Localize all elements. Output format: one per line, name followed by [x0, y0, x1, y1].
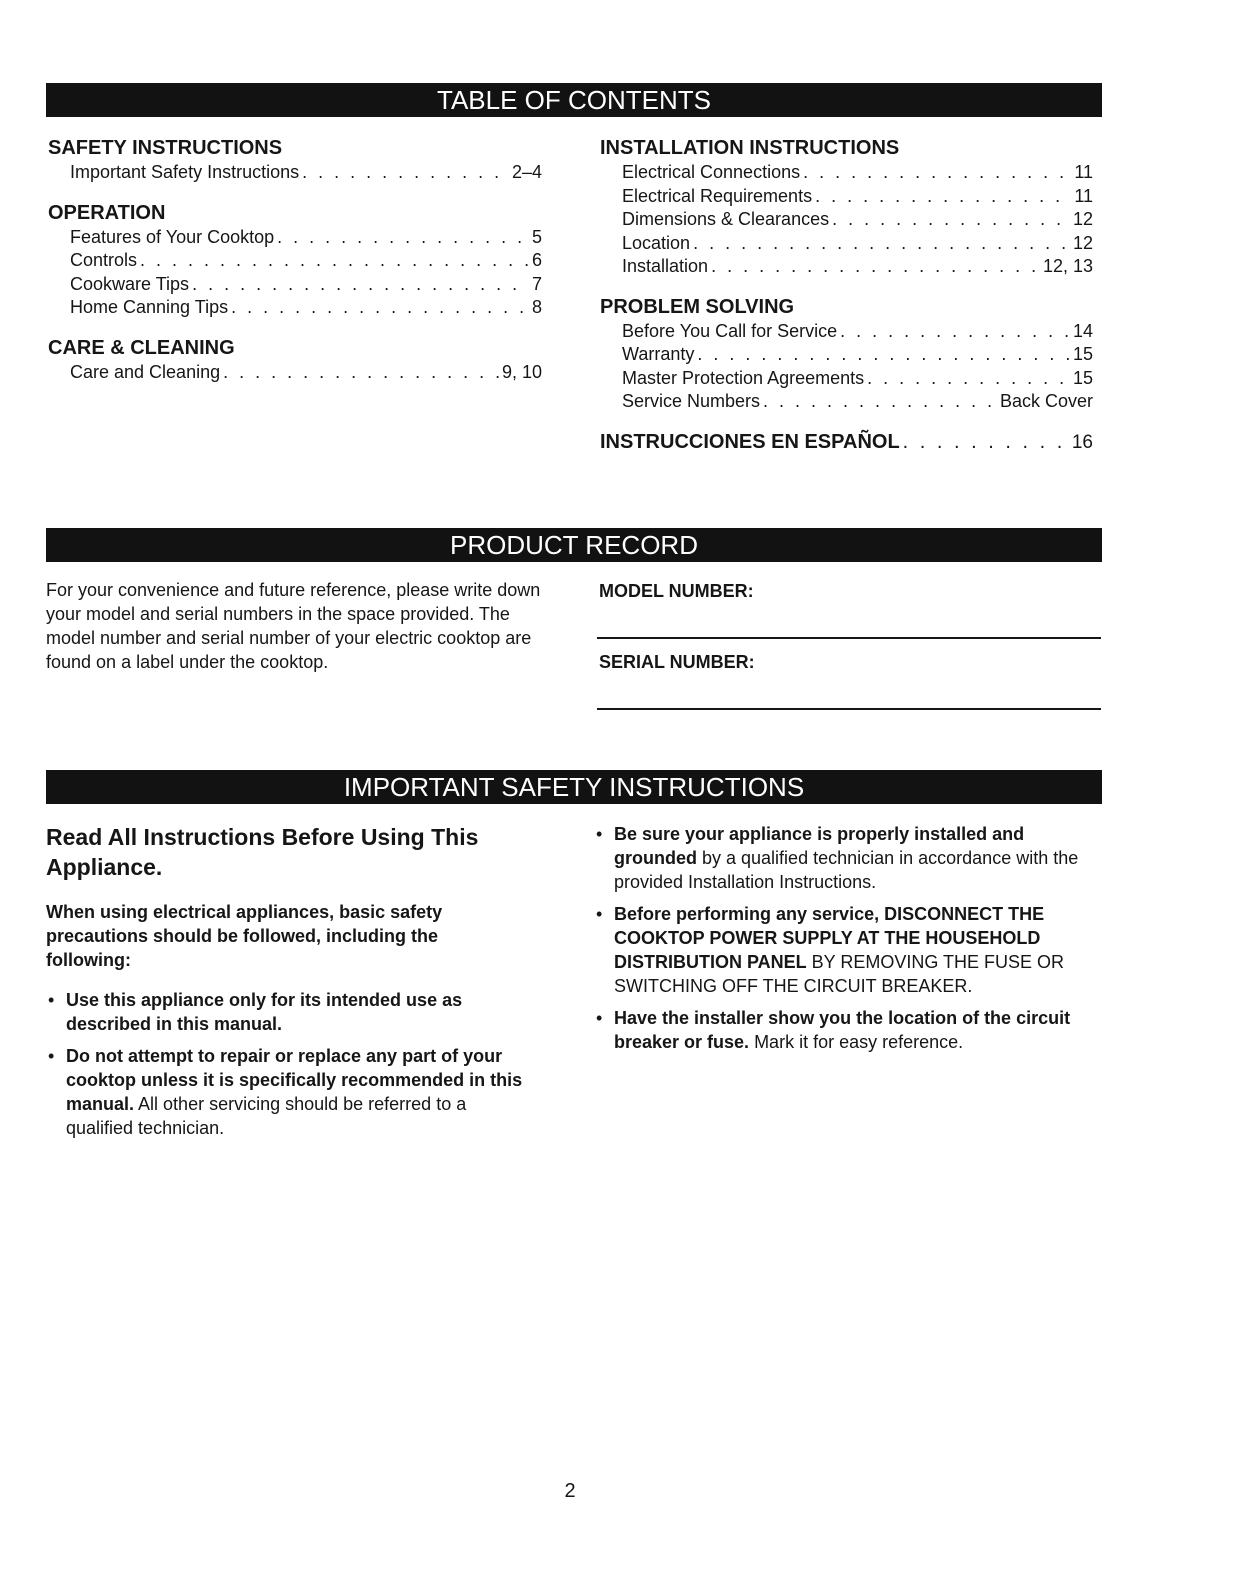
toc-entry-label: Electrical Requirements	[622, 185, 813, 206]
toc-entry-label: Cookware Tips	[70, 273, 190, 294]
toc-entry-page: 14	[1072, 320, 1093, 341]
safety-bullet	[594, 822, 1084, 894]
toc-entry-label: Dimensions & Clearances	[622, 209, 830, 229]
toc-entry	[48, 273, 542, 297]
toc-section	[48, 201, 542, 320]
toc-entry-page: 5	[531, 226, 542, 247]
toc-entry-page: 15	[1072, 367, 1093, 388]
leader-dots	[832, 208, 1070, 232]
safety-banner: IMPORTANT SAFETY INSTRUCTIONS	[46, 770, 1102, 804]
toc-entry-page: 12	[1072, 209, 1093, 229]
bullet-bold-text: Do not attempt to repair or replace any part of your cooktop unless it is specifically recommended in this manual.	[66, 1046, 523, 1114]
leader-dots	[867, 367, 1070, 391]
toc-entry-page: 12	[1072, 232, 1093, 253]
toc-right-column	[600, 136, 1093, 455]
toc-entry	[600, 390, 1093, 414]
leader-dots	[697, 343, 1070, 367]
bullet-bold-text: Use this appliance only for its intended use as described in this manual.	[66, 990, 463, 1034]
toc-entry-label: Service Numbers	[622, 391, 761, 411]
toc-entry-page: 2–4	[511, 162, 542, 182]
toc-section	[48, 336, 542, 385]
leader-dots	[223, 361, 499, 385]
bullet-text: All other servicing should be referred to a qualified technician.	[66, 1094, 467, 1138]
toc-entry	[600, 343, 1093, 367]
leader-dots	[231, 296, 529, 320]
safety-bullet	[46, 988, 536, 1036]
toc-entry	[600, 320, 1093, 344]
toc-left-column	[48, 136, 542, 400]
toc-entry-page: 16	[1071, 431, 1093, 453]
bullet-dot: •	[596, 904, 603, 924]
toc-entry-label: Master Protection Agreements	[622, 367, 865, 388]
toc-heading: INSTRUCCIONES EN ESPAÑOL	[600, 430, 900, 453]
safety-bullet	[594, 902, 1084, 998]
safety-bullet	[46, 1044, 536, 1140]
serial-number-line	[597, 708, 1101, 710]
toc-entry-label: Controls	[70, 250, 138, 270]
toc-banner: TABLE OF CONTENTS	[46, 83, 1102, 117]
bullet-bold-text: Have the installer show you the location of the circuit breaker or fuse.	[614, 1008, 1071, 1052]
leader-dots	[840, 320, 1070, 344]
toc-entry-label: Features of Your Cooktop	[70, 226, 275, 247]
toc-entry-page: 6	[531, 250, 542, 270]
bullet-bold-text: Before performing any service, DISCONNECT THE COOKTOP POWER SUPPLY AT THE HOUSEHOLD DISTRIBUTION PANEL	[614, 904, 1045, 972]
toc-entry-label: Before You Call for Service	[622, 320, 838, 341]
toc-entry-label: Electrical Connections	[622, 162, 801, 182]
model-number-line	[597, 637, 1101, 639]
toc-entry-label: Installation	[622, 256, 709, 276]
safety-intro: When using electrical appliances, basic safety precautions should be followed, including the following:	[46, 902, 443, 970]
bullet-dot: •	[48, 1046, 55, 1066]
bullet-text: Mark it for easy reference.	[749, 1032, 964, 1052]
bullet-bold-text: Be sure your appliance is properly installed and grounded	[614, 824, 1025, 868]
safety-left-column	[46, 822, 546, 1148]
model-number-label: MODEL NUMBER:	[599, 581, 754, 601]
toc-entry	[600, 185, 1093, 209]
toc-entry-label: Warranty	[622, 344, 695, 364]
toc-entry	[48, 226, 542, 250]
toc-entry-label: Home Canning Tips	[70, 297, 229, 317]
safety-title: Read All Instructions Before Using This Appliance.	[46, 824, 479, 880]
toc-entry-page: Back Cover	[999, 391, 1093, 411]
leader-dots	[763, 390, 997, 414]
toc-spanish-entry	[600, 430, 1093, 455]
toc-entry-label: Care and Cleaning	[70, 361, 221, 382]
toc-entry-page: 9, 10	[501, 361, 542, 382]
toc-section	[48, 136, 542, 185]
toc-entry	[600, 208, 1093, 232]
toc-entry-page: 11	[1074, 162, 1093, 182]
toc-entry-page: 11	[1074, 185, 1093, 206]
toc-entry	[48, 296, 542, 320]
toc-section	[600, 136, 1093, 279]
toc-entry-page: 12, 13	[1042, 256, 1093, 276]
toc-entry	[48, 361, 542, 385]
product-record-text: For your convenience and future reference, please write down your model and serial numbers in the space provided. The model number and serial number of your electric cooktop are found on a label under the cooktop.	[46, 580, 541, 672]
toc-entry-page: 8	[531, 297, 542, 317]
leader-dots	[192, 273, 529, 297]
toc-heading: CARE & CLEANING	[48, 336, 235, 359]
leader-dots	[277, 226, 529, 250]
toc-section	[600, 295, 1093, 414]
bullet-dot: •	[596, 824, 603, 844]
toc-entry	[600, 232, 1093, 256]
leader-dots	[302, 161, 509, 185]
toc-entry	[600, 161, 1093, 185]
toc-heading: OPERATION	[48, 201, 166, 224]
toc-heading: INSTALLATION INSTRUCTIONS	[600, 137, 900, 159]
page-number: 2	[564, 1480, 576, 1502]
toc-entry	[600, 255, 1093, 279]
bullet-dot: •	[596, 1008, 603, 1028]
leader-dots	[140, 249, 529, 273]
toc-entry	[48, 249, 542, 273]
toc-heading: SAFETY INSTRUCTIONS	[48, 137, 283, 159]
bullet-dot: •	[48, 990, 55, 1010]
toc-entry	[48, 161, 542, 185]
serial-number-label: SERIAL NUMBER:	[599, 652, 755, 672]
toc-heading: PROBLEM SOLVING	[600, 295, 795, 318]
leader-dots	[693, 232, 1070, 256]
safety-right-column	[594, 822, 1094, 1062]
toc-entry-label: Important Safety Instructions	[70, 162, 300, 182]
bullet-text: BY REMOVING THE FUSE OR SWITCHING OFF THE CIRCUIT BREAKER.	[614, 952, 1065, 996]
toc-entry	[600, 367, 1093, 391]
product-record-banner: PRODUCT RECORD	[46, 528, 1102, 562]
bullet-text: by a qualified technician in accordance with the provided Installation Instructions.	[614, 848, 1079, 892]
toc-entry-page: 7	[531, 273, 542, 294]
leader-dots	[903, 430, 1069, 454]
leader-dots	[803, 161, 1071, 185]
leader-dots	[815, 185, 1071, 209]
leader-dots	[711, 255, 1040, 279]
safety-bullet	[594, 1006, 1084, 1054]
toc-entry-label: Location	[622, 232, 691, 253]
toc-entry-page: 15	[1072, 344, 1093, 364]
